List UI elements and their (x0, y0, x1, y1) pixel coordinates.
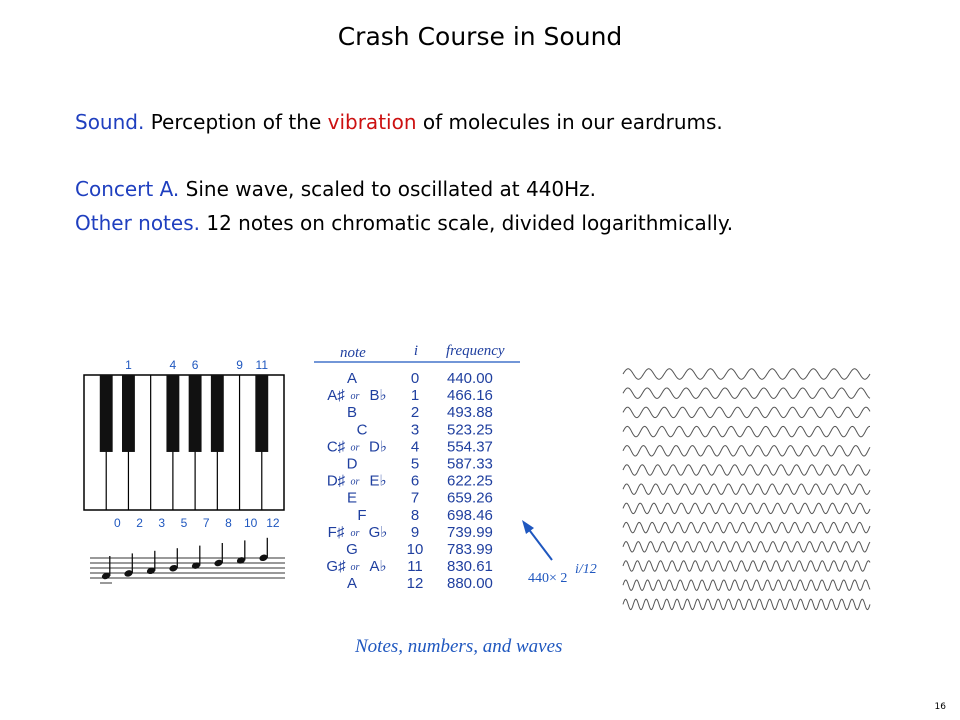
sine-wave (623, 388, 870, 398)
term-other-notes: Other notes. (75, 211, 200, 235)
white-key-number: 12 (266, 516, 280, 530)
sine-wave (623, 407, 870, 417)
black-key-number: 9 (236, 358, 243, 372)
note-index: 11 (407, 558, 423, 576)
note-frequency: 554.37 (447, 438, 493, 456)
note-alt-name: G♭ (368, 523, 388, 541)
note-index: 7 (410, 489, 420, 507)
note-frequency: 440.00 (447, 370, 493, 387)
note-alt-name: B♭ (369, 387, 387, 405)
formula-base: 440× 2 (528, 571, 568, 586)
black-key-number: 6 (191, 358, 199, 372)
note-frequency: 783.99 (447, 541, 493, 558)
note-alt-name: D♭ (369, 438, 387, 456)
note-name: E (346, 489, 358, 507)
note-name: F♯ (327, 523, 345, 541)
note-frequency: 466.16 (447, 387, 493, 405)
term-concert-a: Concert A. (75, 177, 180, 201)
term-sound: Sound. (75, 110, 145, 134)
sine-waves (623, 369, 870, 610)
note-name: D (346, 455, 358, 473)
or-label: or (350, 476, 360, 488)
note-index: 2 (410, 404, 420, 422)
black-key (255, 375, 268, 452)
note-index: 1 (410, 387, 420, 405)
black-key-number: 11 (255, 358, 269, 372)
or-label: or (350, 442, 360, 454)
or-label: or (350, 391, 360, 403)
white-key-number: 8 (225, 516, 232, 530)
note-frequency: 523.25 (447, 421, 493, 439)
white-key-number: 10 (243, 516, 258, 530)
note-frequency: 659.26 (447, 489, 493, 507)
formula-exponent: i/12 (575, 562, 597, 577)
note-frequency: 880.00 (447, 575, 493, 593)
white-key-number: 0 (113, 516, 121, 530)
note-index: 9 (410, 523, 420, 541)
note-name: C♯ (326, 438, 346, 456)
header-i: i (413, 343, 419, 359)
black-key (122, 375, 135, 452)
keyboard-frame (84, 375, 284, 510)
note-name: G♯ (326, 558, 346, 576)
arrow-shaft (527, 527, 552, 560)
page-number: 16 (934, 702, 946, 712)
note-name: A♯ (327, 387, 345, 405)
sine-wave (623, 599, 870, 609)
white-key-number: 5 (180, 516, 188, 530)
white-key-number: 7 (202, 516, 210, 530)
paragraph-concert-a-text: Sine wave, scaled to oscillated at 440Hz. (179, 177, 597, 201)
or-label: or (350, 562, 360, 574)
black-key (166, 375, 179, 452)
sine-wave (623, 561, 870, 571)
paragraph-other-notes-text: 12 notes on chromatic scale, divided logarithmically. (199, 211, 734, 235)
frequency-table (314, 343, 520, 592)
music-staff (90, 538, 285, 583)
sine-wave (623, 446, 870, 456)
note-name: B (346, 404, 358, 422)
sine-wave (623, 503, 870, 513)
note-name: F (357, 506, 367, 524)
note-index: 0 (410, 370, 420, 387)
note-alt-name: E♭ (369, 472, 387, 490)
black-key-number: 1 (125, 358, 132, 372)
sine-wave (623, 484, 870, 494)
black-key (189, 375, 202, 452)
note-alt-name: A♭ (369, 558, 387, 576)
note-index: 10 (406, 541, 424, 558)
note-index: 8 (410, 506, 420, 524)
note-frequency: 622.25 (447, 472, 493, 490)
note-frequency: 830.61 (447, 558, 493, 576)
sine-wave (623, 426, 870, 436)
note-index: 3 (410, 421, 420, 439)
note-name: A (346, 575, 358, 593)
note-index: 4 (410, 438, 420, 456)
note-index: 12 (406, 575, 424, 593)
note-frequency: 698.46 (447, 506, 493, 524)
note-name: A (346, 370, 358, 387)
black-key (211, 375, 224, 452)
note-frequency: 493.88 (447, 404, 493, 422)
piano-keyboard (84, 358, 284, 530)
black-key (100, 375, 113, 452)
note-name: G (346, 541, 358, 558)
highlight-vibration: vibration (327, 110, 417, 134)
sine-wave (623, 465, 870, 475)
paragraph-sound-text-a: Perception of the (144, 110, 328, 134)
white-key-number: 3 (158, 516, 166, 530)
sine-wave (623, 580, 870, 590)
header-frequency: frequency (446, 343, 505, 359)
slide-title: Crash Course in Sound (337, 22, 623, 51)
figure-caption: Notes, numbers, and waves (355, 636, 563, 657)
sine-wave (623, 542, 870, 552)
note-name: C (356, 421, 368, 439)
sine-wave (623, 522, 870, 532)
paragraph-sound-text-b: of molecules in our eardrums. (416, 110, 723, 134)
sine-wave (623, 369, 870, 379)
black-key-number: 4 (169, 358, 177, 372)
header-note: note (340, 345, 366, 361)
white-key-number: 2 (136, 516, 143, 530)
note-frequency: 587.33 (447, 455, 493, 473)
arrow-head (522, 520, 534, 534)
note-index: 5 (410, 455, 420, 473)
note-name: D♯ (326, 472, 346, 490)
formula-arrow (522, 520, 597, 586)
or-label: or (350, 527, 360, 539)
note-frequency: 739.99 (447, 523, 493, 541)
note-index: 6 (410, 472, 420, 490)
